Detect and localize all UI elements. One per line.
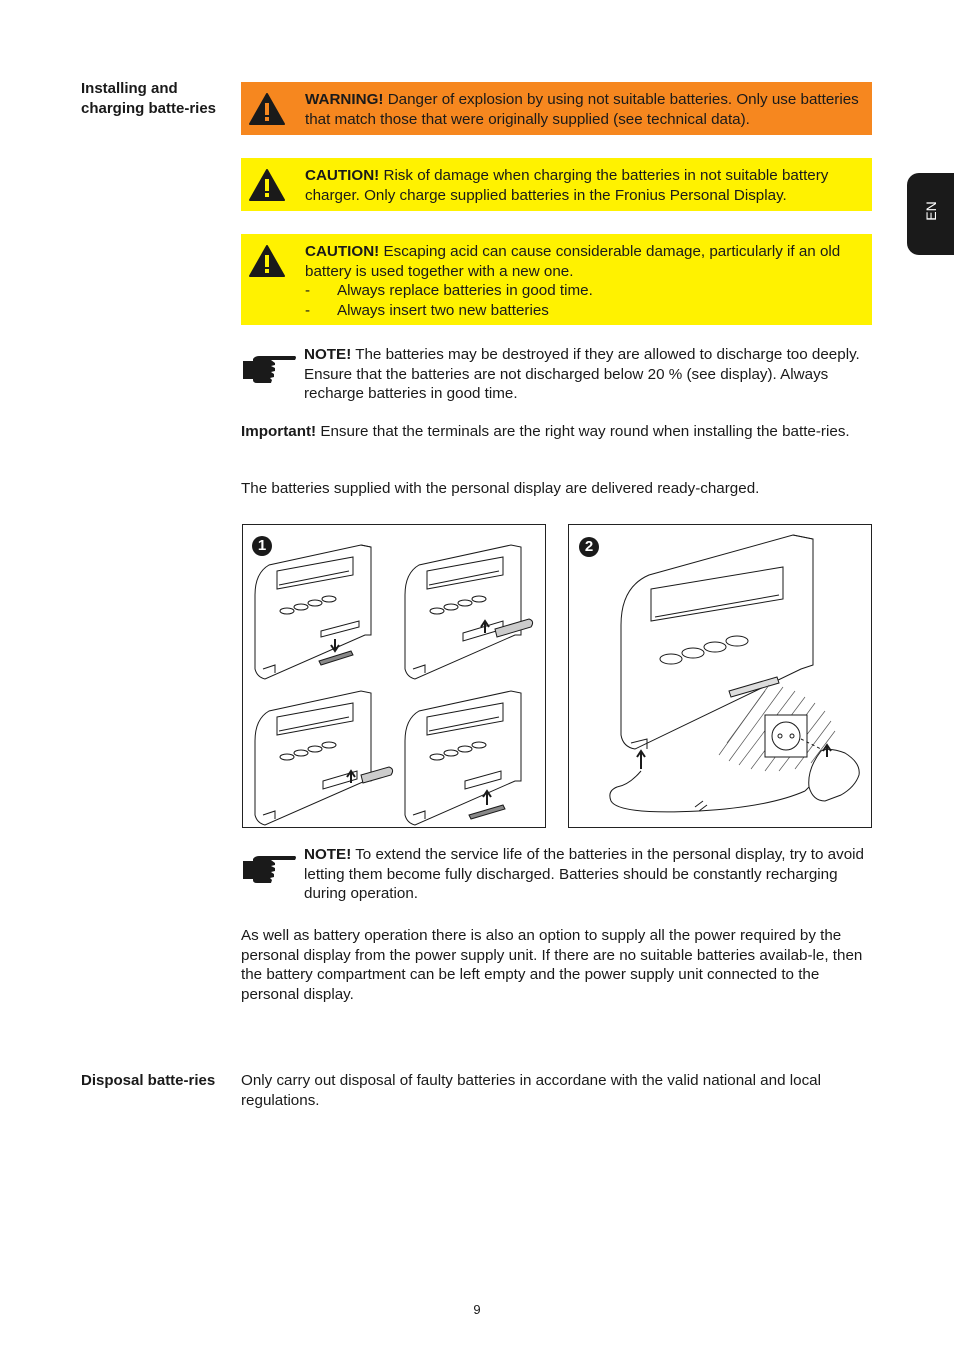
device-step-3 — [255, 691, 393, 825]
warning-triangle-icon — [249, 244, 285, 278]
list-item-text: Always replace batteries in good time. — [337, 282, 593, 299]
disposal-paragraph: Only carry out disposal of faulty batteries in accordane with the valid national and local regulations. — [241, 1072, 821, 1109]
note-text: To extend the service life of the batteries in the personal display, try to avoid letting them become fully discharged. Batteries should be constantly recharging during operation. — [304, 846, 864, 902]
pointing-hand-icon — [241, 351, 297, 387]
important-text: Ensure that the terminals are the right way round when installing the batte-ries. — [316, 423, 850, 440]
caution-label: CAUTION! — [305, 167, 380, 184]
list-dash: - — [305, 282, 311, 299]
caution-paragraph — [305, 242, 860, 281]
pointing-hand-icon — [241, 851, 297, 887]
note-discharge — [241, 345, 873, 407]
warning-text: Danger of explosion by using not suitable batteries. Only use batteries that match those that were originally supplied (see technical data). — [305, 91, 859, 128]
list-item-text: Always insert two new batteries — [337, 301, 549, 319]
note-service-life — [241, 845, 873, 907]
figure-battery-insertion — [242, 524, 546, 828]
note-label: NOTE! — [304, 346, 352, 363]
device-step-1 — [255, 545, 371, 679]
section-heading-installing: Installing and charging batte-ries — [81, 80, 217, 117]
warning-triangle-icon — [249, 92, 285, 126]
figure-number-2: 2 — [579, 537, 599, 557]
note-text-block — [304, 845, 870, 904]
list-item — [305, 281, 860, 301]
supplied-paragraph: The batteries supplied with the personal display are delivered ready-charged. — [241, 480, 760, 497]
warning-box — [241, 82, 872, 135]
note-text: The batteries may be destroyed if they are allowed to discharge too deeply. Ensure that the batteries are not discharged below 20 % (see display). Always recharge batteries in good time. — [304, 346, 860, 402]
figure-power-supply — [568, 524, 872, 828]
warning-label: WARNING! — [305, 91, 384, 108]
language-tab-label: EN — [923, 201, 939, 221]
caution-box-charging — [241, 158, 872, 211]
list-dash: - — [305, 301, 311, 319]
caution-box-acid — [241, 234, 872, 325]
note-label: NOTE! — [304, 846, 352, 863]
battery-insertion-illustration — [243, 525, 545, 827]
important-paragraph — [241, 422, 873, 442]
device-step-4 — [405, 691, 521, 825]
figure-number-1: 1 — [252, 536, 272, 556]
important-label: Important! — [241, 423, 317, 440]
caution-text: Risk of damage when charging the batteries in not suitable battery charger. Only charge supplied batteries in the Fronius Personal Display. — [305, 167, 829, 204]
list-item — [305, 301, 860, 321]
caution-label: CAUTION! — [305, 243, 380, 260]
device-step-2 — [405, 545, 533, 679]
power-supply-paragraph: As well as battery operation there is also an option to supply all the power required by the personal display from the power supply unit. If there are no suitable batteries availab-le, then the battery compartment can be left empty and the power supply unit connected to the personal display. — [241, 927, 863, 1003]
language-tab — [907, 173, 954, 255]
power-supply-illustration — [569, 525, 871, 827]
page-number: 9 — [473, 1302, 481, 1317]
caution-text: Escaping acid can cause considerable damage, particularly if an old battery is used together with a new one. — [305, 243, 841, 280]
note-text-block — [304, 345, 870, 404]
section-heading-disposal: Disposal batte-ries — [81, 1072, 216, 1089]
warning-triangle-icon — [249, 168, 285, 202]
